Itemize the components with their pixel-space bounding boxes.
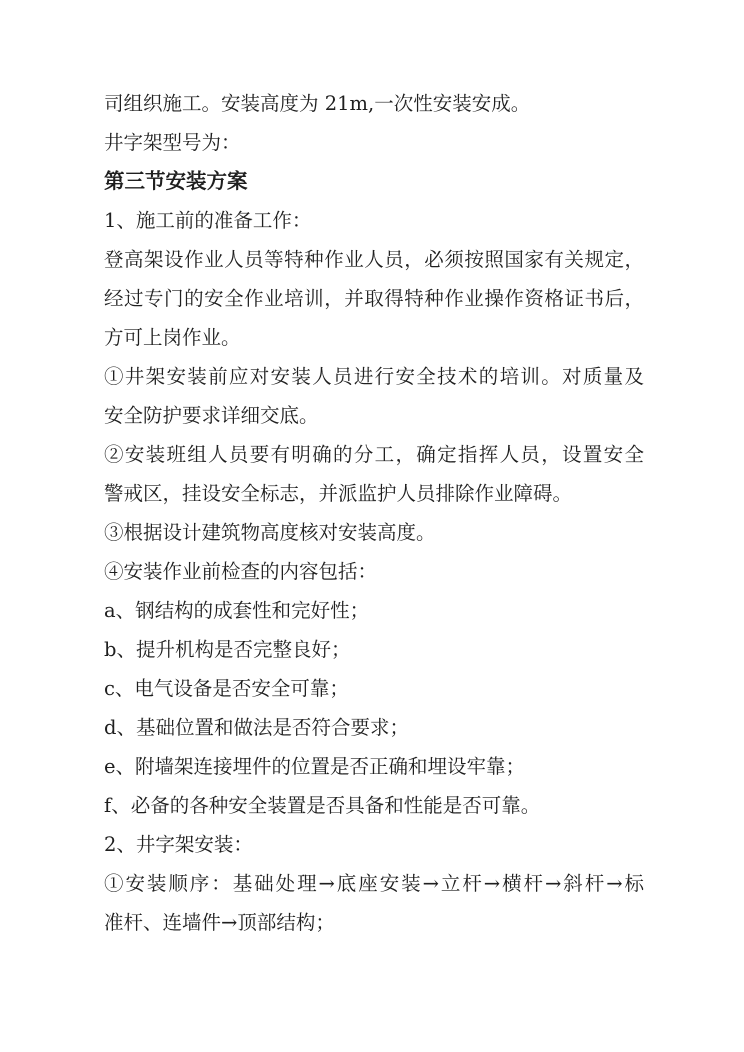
list-item-1-title: 1、施工前的准备工作：: [104, 209, 312, 232]
circled-item-3-line: ③根据设计建筑物高度核对安装高度。: [104, 521, 436, 544]
install-sequence-line: 准杆、连墙件→顶部结构；: [104, 911, 335, 934]
text-line-continuation: 司组织施工。安装高度为 21m,一次性安装安成。: [104, 92, 531, 115]
sub-item-f: f、必备的各种安全装置是否具备和性能是否可靠。: [104, 794, 541, 817]
sub-item-c: c、电气设备是否安全可靠；: [104, 677, 349, 700]
install-sequence-line: ①安装顺序：基础处理→底座安装→立杆→横杆→斜杆→标: [104, 872, 644, 895]
text-line-hoist-model: 井字架型号为：: [104, 131, 241, 154]
circled-item-1-line: 安全防护要求详细交底。: [104, 404, 319, 427]
circled-item-2-line: 警戒区，挂设安全标志，并派监护人员排除作业障碍。: [104, 482, 573, 505]
sub-item-b: b、提升机构是否完整良好；: [104, 638, 351, 661]
section-heading: 第三节安装方案: [104, 169, 248, 193]
sub-item-a: a、钢结构的成套性和完好性；: [104, 599, 370, 622]
paragraph-line: 登高架设作业人员等特种作业人员，必须按照国家有关规定，: [104, 248, 644, 271]
circled-item-4-line: ④安装作业前检查的内容包括：: [104, 560, 378, 583]
list-item-2-title: 2、井字架安装：: [104, 833, 253, 856]
sub-item-e: e、附墙架连接埋件的位置是否正确和埋设牢靠；: [104, 755, 526, 778]
circled-item-1-line: ①井架安装前应对安装人员进行安全技术的培训。对质量及: [104, 365, 644, 388]
document-body: [104, 84, 644, 942]
paragraph-line: 方可上岗作业。: [104, 326, 241, 349]
circled-item-2-line: ②安装班组人员要有明确的分工，确定指挥人员，设置安全: [104, 443, 644, 466]
sub-item-d: d、基础位置和做法是否符合要求；: [104, 716, 409, 739]
paragraph-line: 经过专门的安全作业培训，并取得特种作业操作资格证书后，: [104, 287, 644, 310]
